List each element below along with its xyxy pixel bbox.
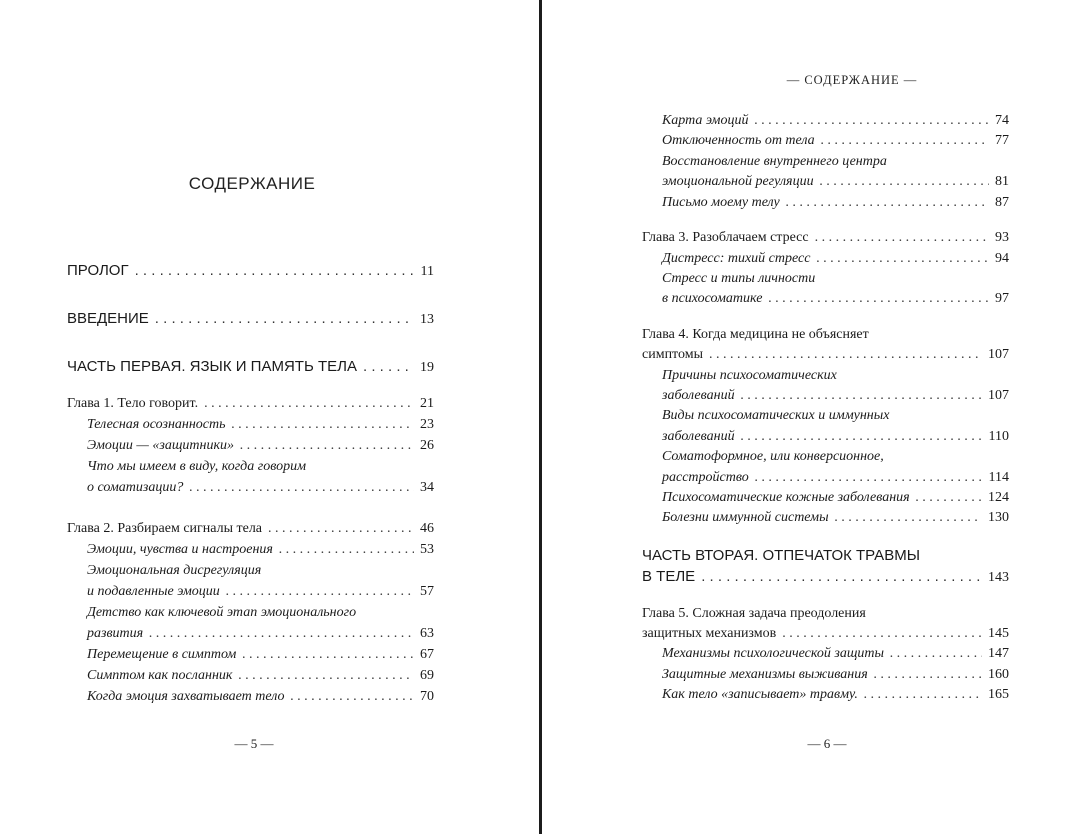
toc-entry-section[interactable]: Эмоции — «защитники» . . . 26 xyxy=(87,438,434,458)
toc-entry-section[interactable]: расстройство . . . 114 xyxy=(662,470,1009,490)
toc-entry-part2[interactable]: В ТЕЛЕ . . . 143 xyxy=(642,568,1009,588)
toc-entry-section[interactable]: Симптом как посланник . . . 69 xyxy=(87,668,434,688)
toc-entry-section-line1: Эмоциональная дисрегуляция xyxy=(87,563,262,578)
toc-entry-section[interactable]: Как тело «записывает» травму. . . . 165 xyxy=(662,687,1009,707)
running-head: — СОДЕРЖАНИЕ — xyxy=(786,73,918,87)
toc-title: СОДЕРЖАНИЕ xyxy=(188,174,316,193)
toc-entry-section[interactable]: и подавленные эмоции . . . 57 xyxy=(87,584,434,604)
toc-entry-section[interactable]: Психосоматические кожные заболевания . . . 124 xyxy=(662,490,1009,510)
toc-entry-section[interactable]: Карта эмоций . . . 74 xyxy=(662,113,1009,133)
toc-entry-chapter-5[interactable]: защитных механизмов . . . 145 xyxy=(642,626,1009,646)
toc-entry-section-line1: Что мы имеем в виду, когда говорим xyxy=(87,459,307,474)
page-number: — 5 — xyxy=(234,736,274,751)
toc-entry-chapter-line1: Глава 5. Сложная задача преодоления xyxy=(642,606,866,621)
toc-entry-section-line1: Восстановление внутреннего центра xyxy=(662,154,887,169)
toc-entry-section[interactable]: Телесная осознанность . . . 23 xyxy=(87,417,434,437)
toc-entry-chapter-4[interactable]: симптомы . . . 107 xyxy=(642,347,1009,367)
toc-entry-section[interactable]: Защитные механизмы выживания . . . 160 xyxy=(662,667,1009,687)
toc-entry-section[interactable]: эмоциональной регуляции . . . 81 xyxy=(662,174,1009,194)
toc-entry-section[interactable]: Механизмы психологической защиты . . . 147 xyxy=(662,646,1009,666)
toc-entry-section[interactable]: развития . . . 63 xyxy=(87,626,434,646)
toc-entry-part2-line1: ЧАСТЬ ВТОРАЯ. ОТПЕЧАТОК ТРАВМЫ xyxy=(642,547,920,564)
toc-entry-section[interactable]: в психосоматике . . . 97 xyxy=(662,291,1009,311)
toc-entry-chapter-2[interactable]: Глава 2. Разбираем сигналы тела . . . 46 xyxy=(67,521,434,541)
toc-entry-section-line1: Причины психосоматических xyxy=(662,368,837,383)
toc-entry-chapter-1[interactable]: Глава 1. Тело говорит. . . . 21 xyxy=(67,396,434,416)
toc-entry-prologue[interactable]: ПРОЛОГ . . . 11 xyxy=(67,262,434,282)
toc-entry-section[interactable]: заболеваний . . . 107 xyxy=(662,388,1009,408)
left-page xyxy=(0,0,539,834)
toc-entry-part1[interactable]: ЧАСТЬ ПЕРВАЯ. ЯЗЫК И ПАМЯТЬ ТЕЛА . . . 19 xyxy=(67,358,434,378)
toc-entry-chapter-line1: Глава 4. Когда медицина не объясняет xyxy=(642,327,869,342)
toc-entry-intro[interactable]: ВВЕДЕНИЕ . . . 13 xyxy=(67,310,434,330)
toc-entry-section[interactable]: Перемещение в симптом . . . 67 xyxy=(87,647,434,667)
toc-entry-section[interactable]: Письмо моему телу . . . 87 xyxy=(662,195,1009,215)
toc-entry-section[interactable]: Дистресс: тихий стресс . . . 94 xyxy=(662,251,1009,271)
toc-entry-section[interactable]: Когда эмоция захватывает тело . . . 70 xyxy=(87,689,434,709)
right-page xyxy=(542,0,1081,834)
toc-entry-chapter-3[interactable]: Глава 3. Разоблачаем стресс . . . 93 xyxy=(642,230,1009,250)
toc-entry-section[interactable]: Болезни иммунной системы . . . 130 xyxy=(662,510,1009,530)
toc-entry-section-line1: Детство как ключевой этап эмоционального xyxy=(87,605,357,620)
toc-entry-section[interactable]: Отключенность от тела . . . 77 xyxy=(662,133,1009,153)
page-number: — 6 — xyxy=(807,736,847,751)
toc-entry-section[interactable]: заболеваний . . . 110 xyxy=(662,429,1009,449)
toc-entry-section-line1: Стресс и типы личности xyxy=(662,271,816,286)
toc-entry-section-line1: Соматоформное, или конверсионное, xyxy=(662,449,884,464)
toc-entry-section[interactable]: Эмоции, чувства и настроения . . . 53 xyxy=(87,542,434,562)
toc-entry-section[interactable]: о соматизации? . . . 34 xyxy=(87,480,434,500)
toc-entry-section-line1: Виды психосоматических и иммунных xyxy=(662,408,890,423)
